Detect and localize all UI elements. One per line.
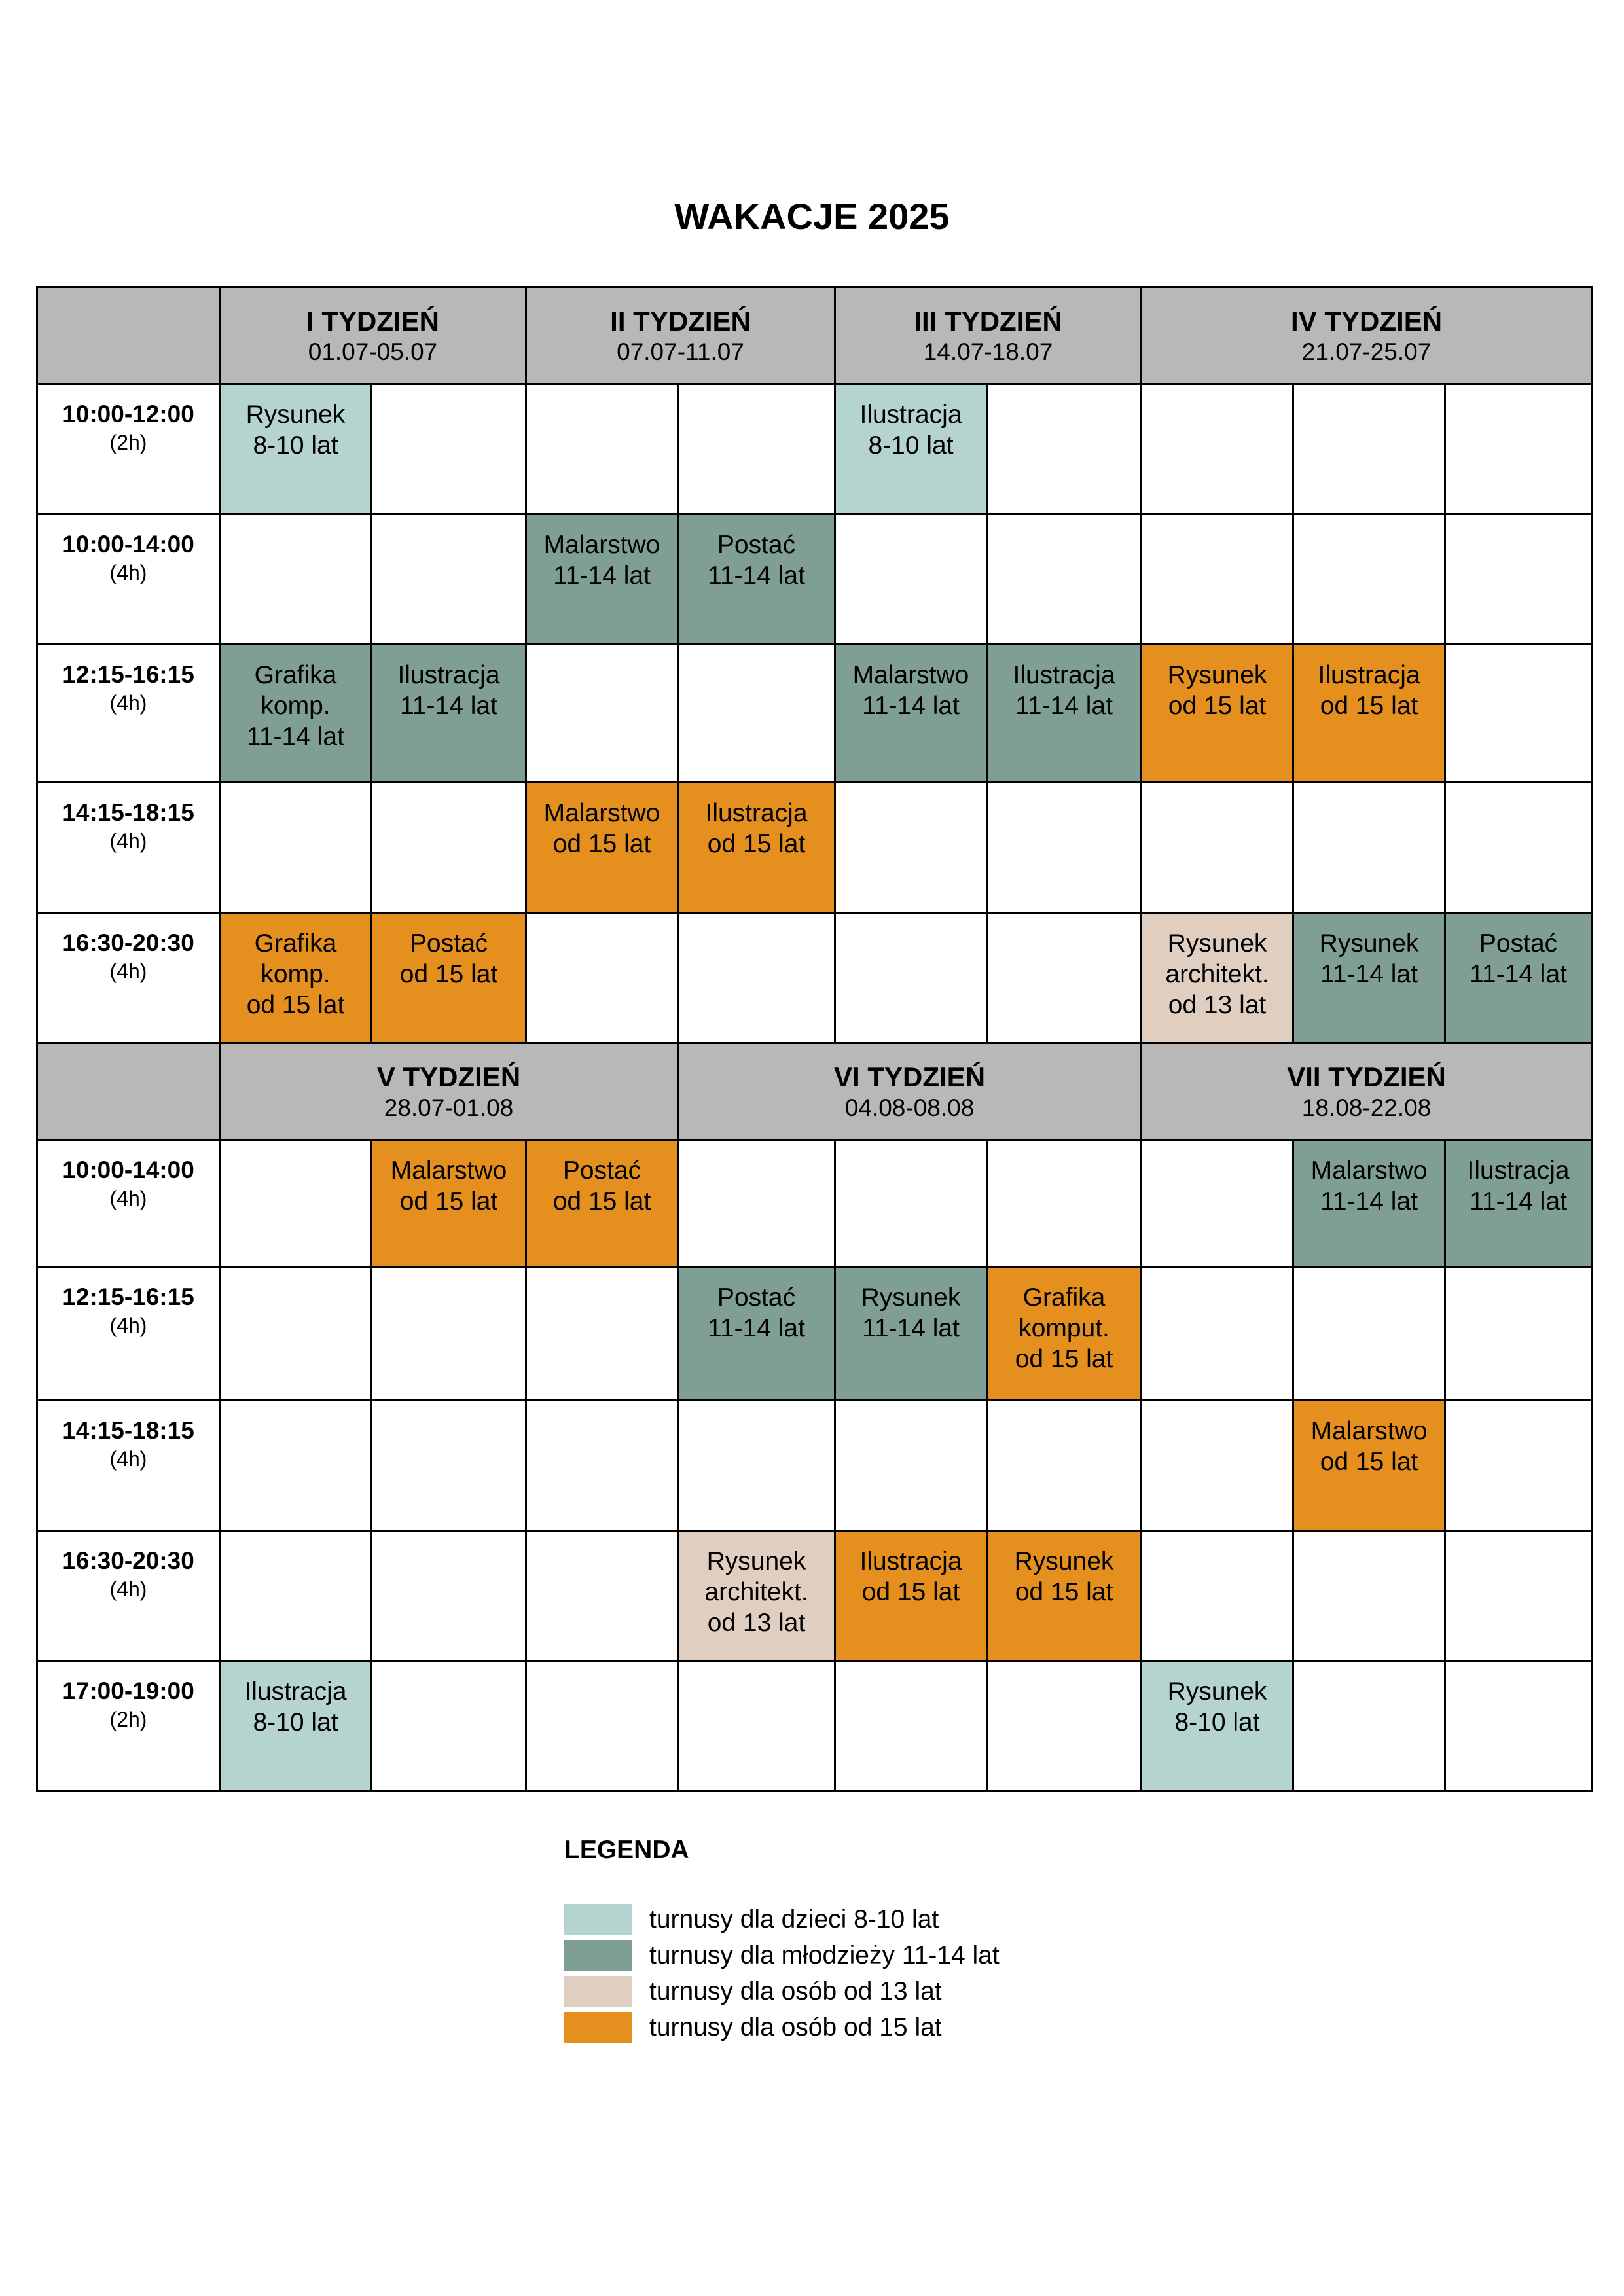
time-range: 14:15-18:15 <box>62 799 194 826</box>
empty-cell <box>1142 783 1293 913</box>
course-text: Rysunek <box>861 1283 961 1312</box>
empty-cell <box>526 1401 678 1531</box>
empty-cell <box>987 514 1142 645</box>
course-text: Postać <box>717 531 796 559</box>
empty-cell <box>526 1267 678 1401</box>
course-cell <box>987 1267 1142 1401</box>
time-slot <box>37 783 220 913</box>
course-text: Malarstwo <box>852 661 969 689</box>
course-text: 8-10 lat <box>253 431 338 459</box>
course-text: Postać <box>562 1157 641 1185</box>
time-range: 10:00-12:00 <box>62 401 194 427</box>
course-text: od 15 lat <box>399 1187 498 1215</box>
course-cell <box>1293 645 1445 783</box>
time-duration: (4h) <box>109 1447 147 1471</box>
course-cell <box>987 1531 1142 1661</box>
empty-cell <box>835 1661 987 1791</box>
empty-cell <box>1142 384 1293 514</box>
course-text: Malarstwo <box>543 799 660 827</box>
course-cell <box>1293 1140 1445 1267</box>
course-cell <box>835 645 987 783</box>
course-text: od 13 lat <box>707 1609 806 1637</box>
course-text: od 15 lat <box>1320 1448 1418 1476</box>
time-slot <box>37 1401 220 1531</box>
course-cell <box>1293 913 1445 1043</box>
legend <box>564 1901 1000 2045</box>
course-text: od 13 lat <box>1168 991 1267 1019</box>
course-text: od 15 lat <box>707 830 806 858</box>
empty-cell <box>678 1140 835 1267</box>
time-duration: (4h) <box>109 691 147 715</box>
empty-cell <box>1293 783 1445 913</box>
course-text: Ilustracja <box>1467 1157 1570 1185</box>
empty-cell <box>1142 1140 1293 1267</box>
course-text: Rysunek <box>1014 1547 1114 1575</box>
empty-cell <box>678 384 835 514</box>
schedule-row <box>37 913 1592 1043</box>
empty-cell <box>220 783 372 913</box>
course-cell <box>1293 1401 1445 1531</box>
empty-cell <box>526 645 678 783</box>
empty-cell <box>987 913 1142 1043</box>
time-range: 16:30-20:30 <box>62 1547 194 1574</box>
week-name: III TYDZIEŃ <box>914 305 1062 336</box>
empty-cell <box>1142 1267 1293 1401</box>
time-duration: (4h) <box>109 829 147 853</box>
course-text: komp. <box>261 692 331 720</box>
time-range: 16:30-20:30 <box>62 929 194 956</box>
header-corner <box>37 287 220 384</box>
empty-cell <box>987 1140 1142 1267</box>
course-text: od 15 lat <box>1015 1345 1113 1373</box>
course-text: Ilustracja <box>859 401 962 429</box>
course-text: Grafika <box>254 929 337 958</box>
course-text: 8-10 lat <box>1174 1708 1260 1736</box>
time-duration: (4h) <box>109 561 147 584</box>
week-header <box>678 1043 1142 1140</box>
course-text: architekt. <box>704 1578 808 1606</box>
time-range: 12:15-16:15 <box>62 661 194 688</box>
course-text: 11-14 lat <box>1470 960 1567 988</box>
week-name: II TYDZIEŃ <box>610 305 751 336</box>
time-range: 12:15-16:15 <box>62 1283 194 1310</box>
empty-cell <box>220 1140 372 1267</box>
empty-cell <box>220 1401 372 1531</box>
course-text: Rysunek <box>1167 1677 1267 1706</box>
empty-cell <box>526 384 678 514</box>
empty-cell <box>372 514 526 645</box>
time-slot <box>37 645 220 783</box>
empty-cell <box>1293 514 1445 645</box>
schedule-row <box>37 783 1592 913</box>
time-duration: (4h) <box>109 960 147 983</box>
course-cell <box>220 384 372 514</box>
time-duration: (2h) <box>109 431 147 454</box>
week-name: V TYDZIEŃ <box>376 1061 521 1092</box>
week-dates: 28.07-01.08 <box>384 1094 514 1121</box>
course-text: 11-14 lat <box>862 1314 960 1342</box>
course-text: 11-14 lat <box>1320 960 1418 988</box>
course-cell <box>1445 1140 1592 1267</box>
schedule-row <box>37 384 1592 514</box>
empty-cell <box>1142 1401 1293 1531</box>
empty-cell <box>1445 645 1592 783</box>
time-duration: (4h) <box>109 1314 147 1337</box>
course-text: Rysunek <box>1167 661 1267 689</box>
legend-swatch <box>564 1904 632 1935</box>
legend-label: turnusy dla młodzieży 11-14 lat <box>649 1941 1000 1969</box>
schedule-row <box>37 514 1592 645</box>
time-range: 17:00-19:00 <box>62 1677 194 1704</box>
empty-cell <box>220 1531 372 1661</box>
legend-swatch <box>564 1940 632 1971</box>
empty-cell <box>526 1531 678 1661</box>
course-text: 8-10 lat <box>253 1708 338 1736</box>
course-text: Rysunek <box>245 401 346 429</box>
empty-cell <box>835 1140 987 1267</box>
schedule-row <box>37 1267 1592 1401</box>
empty-cell <box>526 1661 678 1791</box>
schedule-row <box>37 1401 1592 1531</box>
course-cell <box>1142 913 1293 1043</box>
empty-cell <box>1142 1531 1293 1661</box>
course-text: komp. <box>261 960 331 988</box>
empty-cell <box>835 514 987 645</box>
course-cell <box>835 384 987 514</box>
course-text: od 15 lat <box>1015 1578 1113 1606</box>
week-header <box>220 1043 678 1140</box>
week-name: VI TYDZIEŃ <box>834 1061 986 1092</box>
empty-cell <box>678 913 835 1043</box>
course-cell <box>835 1531 987 1661</box>
course-text: Malarstwo <box>543 531 660 559</box>
empty-cell <box>987 1661 1142 1791</box>
course-text: Rysunek <box>1319 929 1419 958</box>
course-cell <box>372 1140 526 1267</box>
course-text: od 15 lat <box>552 830 651 858</box>
course-cell <box>678 514 835 645</box>
empty-cell <box>1142 514 1293 645</box>
empty-cell <box>372 1267 526 1401</box>
empty-cell <box>987 384 1142 514</box>
course-text: Postać <box>1479 929 1558 958</box>
time-slot <box>37 514 220 645</box>
empty-cell <box>1293 1661 1445 1791</box>
empty-cell <box>220 1267 372 1401</box>
course-text: od 15 lat <box>1320 692 1418 720</box>
course-cell <box>1445 913 1592 1043</box>
legend-label: turnusy dla osób od 15 lat <box>649 2013 942 2041</box>
empty-cell <box>372 1531 526 1661</box>
course-cell <box>372 913 526 1043</box>
course-cell <box>1142 645 1293 783</box>
course-text: 11-14 lat <box>708 562 805 590</box>
time-slot <box>37 1267 220 1401</box>
course-text: Grafika <box>1022 1283 1106 1312</box>
course-cell <box>220 1661 372 1791</box>
course-text: 11-14 lat <box>1470 1187 1567 1215</box>
course-text: 11-14 lat <box>400 692 497 720</box>
week-header <box>1142 287 1592 384</box>
week-dates: 14.07-18.07 <box>923 338 1053 365</box>
empty-cell <box>835 1401 987 1531</box>
empty-cell <box>372 1661 526 1791</box>
course-text: Ilustracja <box>1318 661 1420 689</box>
legend-label: turnusy dla dzieci 8-10 lat <box>649 1905 939 1933</box>
empty-cell <box>372 384 526 514</box>
course-text: od 15 lat <box>246 991 345 1019</box>
empty-cell <box>678 645 835 783</box>
course-cell <box>526 514 678 645</box>
empty-cell <box>220 514 372 645</box>
schedule-row <box>37 1531 1592 1661</box>
course-cell <box>987 645 1142 783</box>
time-slot <box>37 1140 220 1267</box>
course-cell <box>835 1267 987 1401</box>
course-text: Ilustracja <box>397 661 500 689</box>
empty-cell <box>1445 514 1592 645</box>
empty-cell <box>678 1661 835 1791</box>
course-text: Rysunek <box>1167 929 1267 958</box>
week-dates: 21.07-25.07 <box>1301 338 1432 365</box>
course-cell <box>220 913 372 1043</box>
empty-cell <box>1445 1531 1592 1661</box>
course-text: Ilustracja <box>859 1547 962 1575</box>
empty-cell <box>1445 1661 1592 1791</box>
week-name: I TYDZIEŃ <box>306 305 440 336</box>
course-text: Malarstwo <box>1310 1157 1428 1185</box>
course-text: architekt. <box>1165 960 1269 988</box>
schedule-table <box>36 286 1593 1792</box>
legend-item <box>564 2009 1000 2045</box>
legend-label: turnusy dla osób od 13 lat <box>649 1977 942 2005</box>
course-text: 8-10 lat <box>868 431 954 459</box>
time-slot <box>37 1531 220 1661</box>
course-cell <box>372 645 526 783</box>
legend-item <box>564 1937 1000 1973</box>
time-range: 10:00-14:00 <box>62 1157 194 1183</box>
week-dates: 01.07-05.07 <box>308 338 438 365</box>
course-text: od 15 lat <box>552 1187 651 1215</box>
course-cell <box>678 1267 835 1401</box>
course-text: 11-14 lat <box>1320 1187 1418 1215</box>
empty-cell <box>987 1401 1142 1531</box>
course-text: Rysunek <box>706 1547 806 1575</box>
course-cell <box>526 1140 678 1267</box>
legend-item <box>564 1973 1000 2009</box>
empty-cell <box>372 1401 526 1531</box>
legend-swatch <box>564 2012 632 2043</box>
legend-swatch <box>564 1976 632 2007</box>
time-duration: (4h) <box>109 1187 147 1210</box>
course-text: 11-14 lat <box>862 692 960 720</box>
empty-cell <box>1445 783 1592 913</box>
course-text: Grafika <box>254 661 337 689</box>
week-header <box>1142 1043 1592 1140</box>
course-text: 11-14 lat <box>708 1314 805 1342</box>
time-slot <box>37 384 220 514</box>
week-dates: 07.07-11.07 <box>617 338 744 365</box>
course-text: Postać <box>717 1283 796 1312</box>
time-range: 14:15-18:15 <box>62 1417 194 1444</box>
schedule-row <box>37 645 1592 783</box>
course-cell <box>526 783 678 913</box>
course-text: Malarstwo <box>1310 1417 1428 1445</box>
course-text: od 15 lat <box>1168 692 1267 720</box>
course-cell <box>678 1531 835 1661</box>
course-cell <box>1142 1661 1293 1791</box>
time-duration: (2h) <box>109 1708 147 1731</box>
empty-cell <box>372 783 526 913</box>
time-duration: (4h) <box>109 1577 147 1601</box>
week-dates: 04.08-08.08 <box>844 1094 975 1121</box>
time-slot <box>37 913 220 1043</box>
empty-cell <box>1293 384 1445 514</box>
header-corner <box>37 1043 220 1140</box>
empty-cell <box>1445 384 1592 514</box>
time-range: 10:00-14:00 <box>62 531 194 558</box>
course-text: od 15 lat <box>399 960 498 988</box>
week-name: VII TYDZIEŃ <box>1287 1061 1446 1092</box>
course-text: Ilustracja <box>244 1677 347 1706</box>
empty-cell <box>678 1401 835 1531</box>
course-text: Ilustracja <box>1013 661 1115 689</box>
week-header <box>526 287 835 384</box>
empty-cell <box>835 783 987 913</box>
empty-cell <box>1293 1267 1445 1401</box>
course-cell <box>220 645 372 783</box>
week-name: IV TYDZIEŃ <box>1291 305 1443 336</box>
course-text: Malarstwo <box>390 1157 507 1185</box>
course-text: Ilustracja <box>705 799 808 827</box>
empty-cell <box>1445 1401 1592 1531</box>
week-header <box>220 287 526 384</box>
legend-title: LEGENDA <box>564 1836 689 1864</box>
course-text: od 15 lat <box>861 1578 960 1606</box>
course-cell <box>678 783 835 913</box>
course-text: 11-14 lat <box>247 723 344 751</box>
time-slot <box>37 1661 220 1791</box>
schedule-row <box>37 1140 1592 1267</box>
course-text: 11-14 lat <box>1015 692 1113 720</box>
empty-cell <box>835 913 987 1043</box>
course-text: komput. <box>1019 1314 1110 1342</box>
course-text: Postać <box>409 929 488 958</box>
legend-item <box>564 1901 1000 1937</box>
page-title: WAKACJE 2025 <box>674 196 950 237</box>
empty-cell <box>987 783 1142 913</box>
week-header <box>835 287 1142 384</box>
course-text: 11-14 lat <box>553 562 651 590</box>
empty-cell <box>1445 1267 1592 1401</box>
empty-cell <box>526 913 678 1043</box>
schedule-row <box>37 1661 1592 1791</box>
week-dates: 18.08-22.08 <box>1301 1094 1432 1121</box>
empty-cell <box>1293 1531 1445 1661</box>
